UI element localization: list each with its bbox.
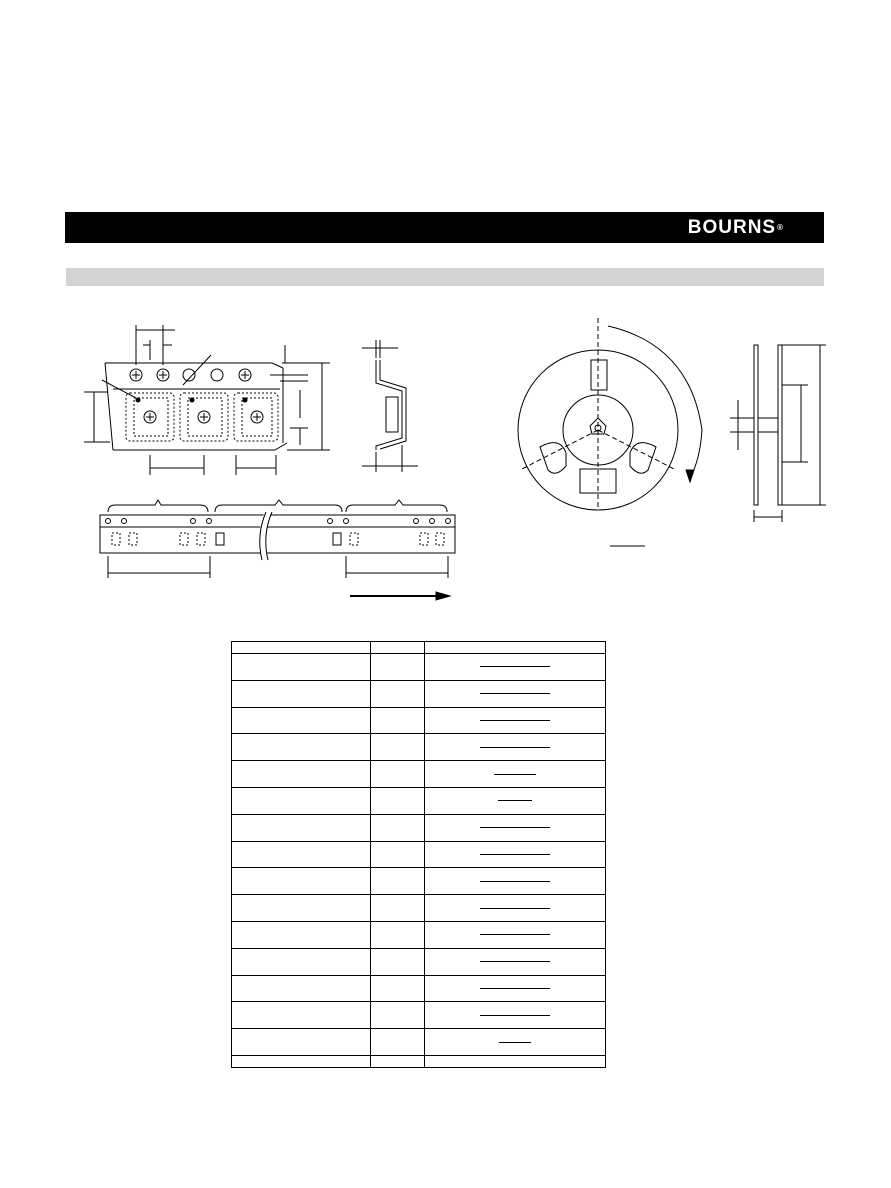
table-cell	[425, 1029, 606, 1056]
table-cell	[370, 868, 425, 895]
table-cell	[370, 1002, 425, 1029]
table-cell	[370, 841, 425, 868]
table-header-row	[232, 642, 606, 654]
sprocket-row	[106, 519, 451, 524]
table-row	[232, 1029, 606, 1056]
table-cell	[425, 1056, 606, 1068]
table-cell	[232, 1029, 371, 1056]
tape-strip-view	[100, 500, 455, 600]
spec-table	[231, 641, 606, 1068]
table-cell	[232, 680, 371, 707]
table-cell	[232, 814, 371, 841]
table-cell	[425, 642, 606, 654]
table-cell	[232, 921, 371, 948]
table-cell	[370, 948, 425, 975]
table-cell	[370, 975, 425, 1002]
table-cell	[370, 895, 425, 922]
tape-detail-view	[84, 325, 330, 475]
table-cell	[425, 895, 606, 922]
reel-front-icon	[518, 318, 702, 546]
table-row	[232, 680, 606, 707]
table-cell	[370, 921, 425, 948]
table-cell	[232, 948, 371, 975]
table-cell	[425, 761, 606, 788]
table-row	[232, 787, 606, 814]
table-cell	[370, 761, 425, 788]
registered-mark: ®	[777, 223, 784, 232]
table-cell	[370, 654, 425, 681]
table-cell	[232, 868, 371, 895]
direction-arrow-icon	[350, 592, 450, 600]
table-cell	[370, 642, 425, 654]
table-cell	[232, 975, 371, 1002]
table-cell	[232, 841, 371, 868]
polarity-dot-icon	[136, 398, 248, 403]
table-row	[232, 975, 606, 1002]
table-row	[232, 707, 606, 734]
table-cell	[425, 654, 606, 681]
table-cell	[232, 654, 371, 681]
table-cell	[425, 787, 606, 814]
table-row	[232, 734, 606, 761]
table-cell	[370, 734, 425, 761]
table-cell	[425, 734, 606, 761]
table-cell	[232, 707, 371, 734]
table-row	[232, 868, 606, 895]
table-row	[232, 814, 606, 841]
table-cell	[425, 921, 606, 948]
table-cell	[370, 787, 425, 814]
table-cell	[232, 1002, 371, 1029]
table-cell	[232, 734, 371, 761]
table-cell	[425, 948, 606, 975]
table-cell	[370, 1056, 425, 1068]
tape-cross-section-icon	[362, 340, 418, 472]
table-cell	[232, 895, 371, 922]
table-row	[232, 895, 606, 922]
table-footer-row	[232, 1056, 606, 1068]
table-row	[232, 921, 606, 948]
table-cell	[425, 841, 606, 868]
table-row	[232, 1002, 606, 1029]
table-cell	[232, 642, 371, 654]
brand-text: BOURNS	[687, 217, 777, 238]
table-cell	[425, 868, 606, 895]
table-cell	[232, 761, 371, 788]
reel-side-icon	[730, 345, 826, 522]
table-cell	[425, 975, 606, 1002]
table-cell	[425, 1002, 606, 1029]
table-row	[232, 948, 606, 975]
table-cell	[370, 707, 425, 734]
table-cell	[370, 680, 425, 707]
table-cell	[425, 707, 606, 734]
table-row	[232, 841, 606, 868]
table-cell	[232, 787, 371, 814]
table-cell	[425, 814, 606, 841]
table-row	[232, 761, 606, 788]
sprocket-hole-icon	[130, 369, 251, 381]
table-cell	[232, 1056, 371, 1068]
table-row	[232, 654, 606, 681]
table-cell	[370, 1029, 425, 1056]
table-cell	[425, 680, 606, 707]
table-cell	[370, 814, 425, 841]
